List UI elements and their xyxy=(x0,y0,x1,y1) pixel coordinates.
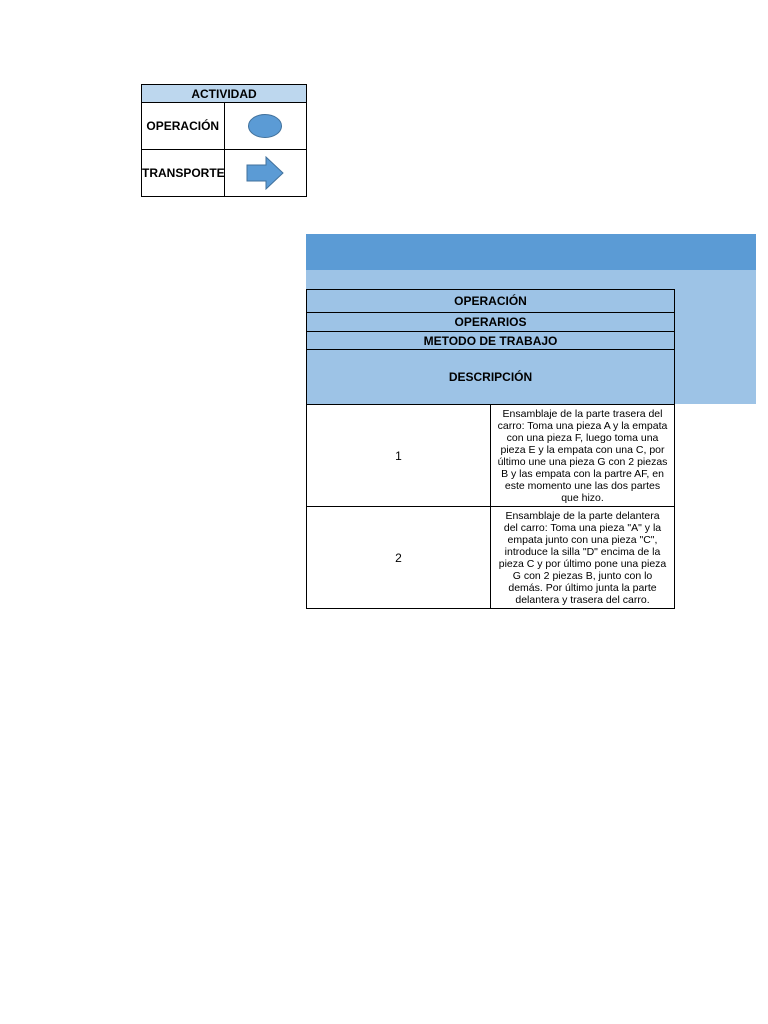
table-row xyxy=(307,405,675,507)
row-description: Ensamblaje de la parte trasera del carro: Toma una pieza A y la empata con una pieza F, luego toma una pieza E y la empata con una C, por último une una pieza G con 2 piezas B y las empata con la partre AF, en este momento une las dos partes que hizo. xyxy=(491,405,675,507)
table-row xyxy=(307,507,675,609)
row-number: 1 xyxy=(307,405,491,507)
header-operation: OPERACIÓN xyxy=(307,290,675,313)
header-band-dark xyxy=(306,234,756,270)
legend-label-operation: OPERACIÓN xyxy=(142,103,225,150)
activity-legend-table xyxy=(141,84,307,197)
legend-symbol-transport xyxy=(224,150,307,197)
work-method-table xyxy=(306,289,675,609)
header-description: DESCRIPCIÓN xyxy=(307,350,675,405)
legend-label-transport: TRANSPORTE xyxy=(142,150,225,197)
ellipse-icon xyxy=(247,113,283,139)
legend-symbol-operation xyxy=(224,103,307,150)
arrow-right-icon xyxy=(246,156,284,190)
row-description: Ensamblaje de la parte delantera del carro: Toma una pieza "A" y la empata junto con una pieza "C", introduce la silla "D" encima de la pieza C y por último pone una pieza G con 2 piezas B, junto con lo demás. Por último junta la parte delantera y trasera del carro. xyxy=(491,507,675,609)
header-operators: OPERARIOS xyxy=(307,313,675,332)
legend-header: ACTIVIDAD xyxy=(142,85,307,103)
header-work-method: METODO DE TRABAJO xyxy=(307,332,675,350)
row-number: 2 xyxy=(307,507,491,609)
